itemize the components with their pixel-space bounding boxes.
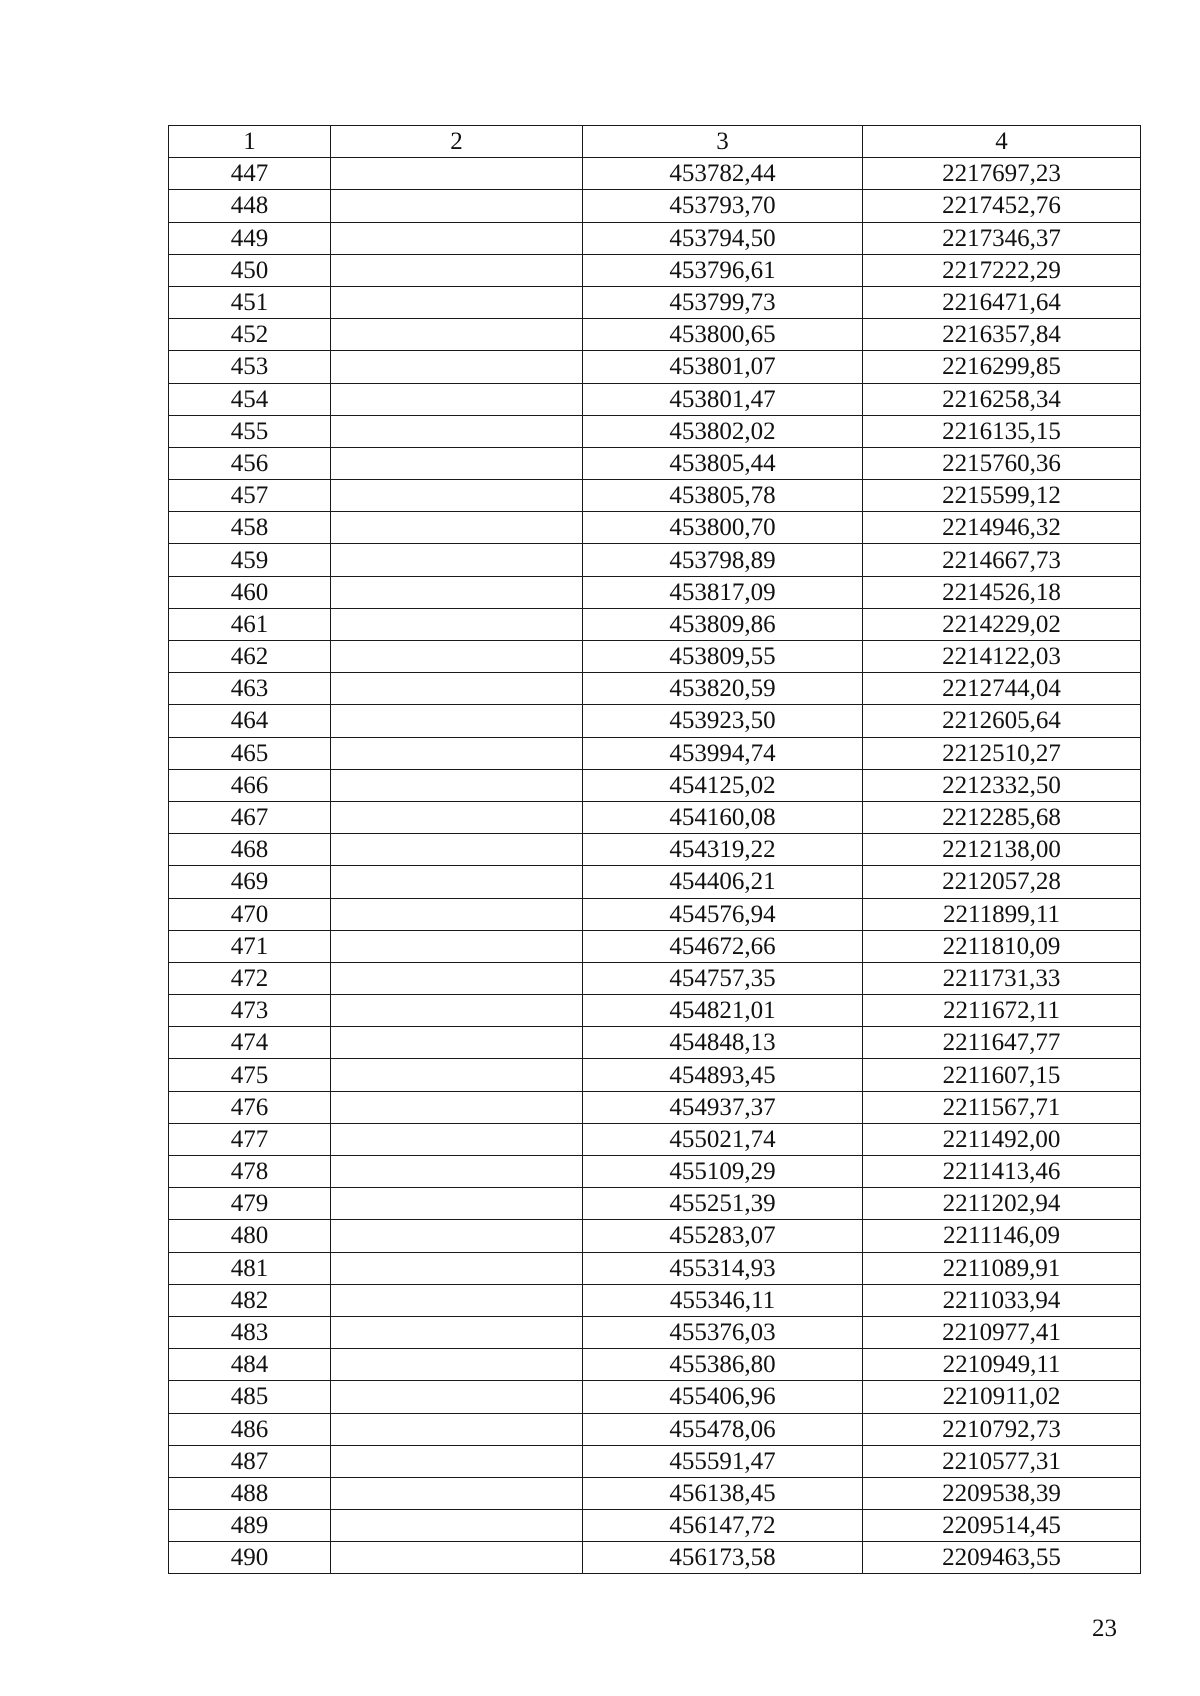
coordinates-table <box>168 125 1141 1574</box>
table-row <box>169 898 1141 930</box>
table-row <box>169 930 1141 962</box>
table-cell-col-3: 453801,07 <box>583 351 863 383</box>
table-cell-col-4: 2215760,36 <box>863 447 1141 479</box>
table-cell-col-1: 482 <box>169 1284 331 1316</box>
table-cell-col-1: 462 <box>169 641 331 673</box>
table-cell-col-3: 454125,02 <box>583 769 863 801</box>
table-row <box>169 769 1141 801</box>
table-cell-col-3: 454937,37 <box>583 1091 863 1123</box>
table-cell-col-2 <box>331 158 583 190</box>
table-cell-col-2 <box>331 480 583 512</box>
table-row <box>169 1542 1141 1574</box>
table-cell-col-4: 2215599,12 <box>863 480 1141 512</box>
table-cell-col-4: 2211731,33 <box>863 962 1141 994</box>
table-cell-col-2 <box>331 1220 583 1252</box>
table-row <box>169 576 1141 608</box>
table-row <box>169 1156 1141 1188</box>
table-cell-col-1: 465 <box>169 737 331 769</box>
table-cell-col-3: 454406,21 <box>583 866 863 898</box>
table-cell-col-3: 453809,86 <box>583 608 863 640</box>
table-cell-col-4: 2216299,85 <box>863 351 1141 383</box>
table-cell-col-4: 2212285,68 <box>863 801 1141 833</box>
table-cell-col-1: 463 <box>169 673 331 705</box>
table-cell-col-4: 2211647,77 <box>863 1027 1141 1059</box>
table-cell-col-3: 455109,29 <box>583 1156 863 1188</box>
table-cell-col-3: 453994,74 <box>583 737 863 769</box>
table-cell-col-2 <box>331 1349 583 1381</box>
table-cell-col-2 <box>331 1188 583 1220</box>
table-cell-col-4: 2214667,73 <box>863 544 1141 576</box>
table-cell-col-2 <box>331 737 583 769</box>
table-cell-col-1: 451 <box>169 286 331 318</box>
table-row <box>169 1349 1141 1381</box>
table-cell-col-3: 455251,39 <box>583 1188 863 1220</box>
table-row <box>169 1445 1141 1477</box>
table-row <box>169 1059 1141 1091</box>
table-cell-col-3: 453800,70 <box>583 512 863 544</box>
table-row <box>169 158 1141 190</box>
table-cell-col-3: 453923,50 <box>583 705 863 737</box>
table-row <box>169 1477 1141 1509</box>
table-cell-col-2 <box>331 769 583 801</box>
table-cell-col-3: 453801,47 <box>583 383 863 415</box>
table-cell-col-3: 453805,44 <box>583 447 863 479</box>
table-cell-col-4: 2209514,45 <box>863 1510 1141 1542</box>
table-cell-col-2 <box>331 834 583 866</box>
table-cell-col-4: 2210792,73 <box>863 1413 1141 1445</box>
table-cell-col-3: 455591,47 <box>583 1445 863 1477</box>
table-cell-col-3: 453805,78 <box>583 480 863 512</box>
table-cell-col-1: 464 <box>169 705 331 737</box>
table-cell-col-1: 461 <box>169 608 331 640</box>
table-row <box>169 1123 1141 1155</box>
table-row <box>169 1091 1141 1123</box>
table-row <box>169 447 1141 479</box>
table-cell-col-1: 478 <box>169 1156 331 1188</box>
table-cell-col-4: 2212605,64 <box>863 705 1141 737</box>
table-cell-col-2 <box>331 1252 583 1284</box>
table-cell-col-2 <box>331 1445 583 1477</box>
table-cell-col-1: 481 <box>169 1252 331 1284</box>
table-cell-col-3: 455478,06 <box>583 1413 863 1445</box>
table-cell-col-4: 2211607,15 <box>863 1059 1141 1091</box>
table-cell-col-4: 2211567,71 <box>863 1091 1141 1123</box>
table-cell-col-2 <box>331 1316 583 1348</box>
table-cell-col-2 <box>331 351 583 383</box>
table-cell-col-4: 2212057,28 <box>863 866 1141 898</box>
table-row <box>169 801 1141 833</box>
header-row <box>169 126 1141 158</box>
table-cell-col-4: 2216357,84 <box>863 319 1141 351</box>
table-cell-col-2 <box>331 383 583 415</box>
table-cell-col-2 <box>331 1027 583 1059</box>
table-row <box>169 1510 1141 1542</box>
table-cell-col-2 <box>331 1542 583 1574</box>
table-cell-col-4: 2211810,09 <box>863 930 1141 962</box>
table-row <box>169 995 1141 1027</box>
table-cell-col-1: 474 <box>169 1027 331 1059</box>
table-cell-col-2 <box>331 1156 583 1188</box>
table-row <box>169 351 1141 383</box>
table-cell-col-4: 2216471,64 <box>863 286 1141 318</box>
table-cell-col-1: 484 <box>169 1349 331 1381</box>
table-cell-col-2 <box>331 673 583 705</box>
table-cell-col-1: 487 <box>169 1445 331 1477</box>
table-cell-col-3: 453817,09 <box>583 576 863 608</box>
table-row <box>169 190 1141 222</box>
table-cell-col-3: 453809,55 <box>583 641 863 673</box>
table-cell-col-3: 453794,50 <box>583 222 863 254</box>
table-row <box>169 737 1141 769</box>
table-cell-col-3: 455376,03 <box>583 1316 863 1348</box>
table-cell-col-3: 454757,35 <box>583 962 863 994</box>
table-cell-col-1: 454 <box>169 383 331 415</box>
table-row <box>169 512 1141 544</box>
table-row <box>169 1316 1141 1348</box>
table-cell-col-3: 453799,73 <box>583 286 863 318</box>
table-cell-col-2 <box>331 641 583 673</box>
table-row <box>169 1027 1141 1059</box>
table-cell-col-1: 489 <box>169 1510 331 1542</box>
table-cell-col-1: 456 <box>169 447 331 479</box>
table-cell-col-4: 2211492,00 <box>863 1123 1141 1155</box>
table-cell-col-2 <box>331 1123 583 1155</box>
table-cell-col-1: 473 <box>169 995 331 1027</box>
table-cell-col-2 <box>331 319 583 351</box>
table-cell-col-3: 456147,72 <box>583 1510 863 1542</box>
page-number: 23 <box>1092 1615 1117 1642</box>
table-cell-col-4: 2216258,34 <box>863 383 1141 415</box>
table-cell-col-4: 2214526,18 <box>863 576 1141 608</box>
table-cell-col-3: 453793,70 <box>583 190 863 222</box>
table-cell-col-3: 455314,93 <box>583 1252 863 1284</box>
table-row <box>169 319 1141 351</box>
table-cell-col-2 <box>331 1510 583 1542</box>
table-cell-col-2 <box>331 222 583 254</box>
table-cell-col-2 <box>331 544 583 576</box>
table-header <box>169 126 1141 158</box>
table-cell-col-4: 2211672,11 <box>863 995 1141 1027</box>
header-cell-1: 1 <box>169 126 331 158</box>
table-row <box>169 705 1141 737</box>
table-cell-col-3: 453796,61 <box>583 254 863 286</box>
table-cell-col-2 <box>331 447 583 479</box>
table-cell-col-1: 459 <box>169 544 331 576</box>
table-row <box>169 222 1141 254</box>
table-cell-col-2 <box>331 512 583 544</box>
table-cell-col-3: 453820,59 <box>583 673 863 705</box>
table-cell-col-4: 2209463,55 <box>863 1542 1141 1574</box>
header-cell-3: 3 <box>583 126 863 158</box>
table-cell-col-4: 2212332,50 <box>863 769 1141 801</box>
table-cell-col-2 <box>331 801 583 833</box>
table-cell-col-3: 453782,44 <box>583 158 863 190</box>
table-row <box>169 1220 1141 1252</box>
table-cell-col-4: 2214229,02 <box>863 608 1141 640</box>
table-cell-col-1: 468 <box>169 834 331 866</box>
table-row <box>169 1284 1141 1316</box>
table-cell-col-2 <box>331 286 583 318</box>
table-cell-col-1: 477 <box>169 1123 331 1155</box>
table-cell-col-1: 485 <box>169 1381 331 1413</box>
table-row <box>169 866 1141 898</box>
table-cell-col-4: 2210949,11 <box>863 1349 1141 1381</box>
table-cell-col-4: 2211089,91 <box>863 1252 1141 1284</box>
table-row <box>169 834 1141 866</box>
table-cell-col-4: 2209538,39 <box>863 1477 1141 1509</box>
table-row <box>169 1188 1141 1220</box>
table-cell-col-2 <box>331 866 583 898</box>
table-cell-col-2 <box>331 1284 583 1316</box>
table-cell-col-1: 447 <box>169 158 331 190</box>
table-cell-col-4: 2210911,02 <box>863 1381 1141 1413</box>
table-cell-col-3: 453800,65 <box>583 319 863 351</box>
table-row <box>169 962 1141 994</box>
table-row <box>169 608 1141 640</box>
header-cell-4: 4 <box>863 126 1141 158</box>
table-cell-col-1: 458 <box>169 512 331 544</box>
table-cell-col-1: 490 <box>169 1542 331 1574</box>
header-cell-2: 2 <box>331 126 583 158</box>
table-cell-col-1: 450 <box>169 254 331 286</box>
table-cell-col-3: 455021,74 <box>583 1123 863 1155</box>
table-cell-col-3: 456138,45 <box>583 1477 863 1509</box>
table-row <box>169 673 1141 705</box>
table-cell-col-1: 453 <box>169 351 331 383</box>
table-cell-col-4: 2211033,94 <box>863 1284 1141 1316</box>
table-cell-col-1: 476 <box>169 1091 331 1123</box>
table-cell-col-2 <box>331 415 583 447</box>
table-cell-col-2 <box>331 995 583 1027</box>
table-cell-col-3: 455386,80 <box>583 1349 863 1381</box>
table-cell-col-3: 454893,45 <box>583 1059 863 1091</box>
table-cell-col-1: 470 <box>169 898 331 930</box>
table-cell-col-1: 466 <box>169 769 331 801</box>
table-cell-col-4: 2214946,32 <box>863 512 1141 544</box>
table-cell-col-2 <box>331 930 583 962</box>
table-row <box>169 286 1141 318</box>
table-cell-col-4: 2212138,00 <box>863 834 1141 866</box>
table-cell-col-4: 2217346,37 <box>863 222 1141 254</box>
table-cell-col-1: 475 <box>169 1059 331 1091</box>
table-cell-col-3: 454319,22 <box>583 834 863 866</box>
table-cell-col-4: 2217222,29 <box>863 254 1141 286</box>
table-cell-col-1: 471 <box>169 930 331 962</box>
table-cell-col-2 <box>331 254 583 286</box>
table-cell-col-1: 449 <box>169 222 331 254</box>
table-row <box>169 641 1141 673</box>
table-cell-col-1: 455 <box>169 415 331 447</box>
table-cell-col-4: 2211202,94 <box>863 1188 1141 1220</box>
table-cell-col-3: 454576,94 <box>583 898 863 930</box>
table-row <box>169 1413 1141 1445</box>
table-cell-col-2 <box>331 705 583 737</box>
table-cell-col-3: 455346,11 <box>583 1284 863 1316</box>
table-cell-col-3: 454821,01 <box>583 995 863 1027</box>
table-cell-col-1: 472 <box>169 962 331 994</box>
table-cell-col-2 <box>331 1381 583 1413</box>
table-row <box>169 1381 1141 1413</box>
table-row <box>169 415 1141 447</box>
table-cell-col-2 <box>331 898 583 930</box>
table-cell-col-4: 2210977,41 <box>863 1316 1141 1348</box>
table-cell-col-4: 2210577,31 <box>863 1445 1141 1477</box>
table-cell-col-3: 456173,58 <box>583 1542 863 1574</box>
table-cell-col-1: 479 <box>169 1188 331 1220</box>
table-cell-col-1: 467 <box>169 801 331 833</box>
table-cell-col-1: 460 <box>169 576 331 608</box>
table-body <box>169 158 1141 1574</box>
table-cell-col-4: 2217697,23 <box>863 158 1141 190</box>
table-row <box>169 1252 1141 1284</box>
table-cell-col-1: 457 <box>169 480 331 512</box>
table-cell-col-1: 452 <box>169 319 331 351</box>
table-cell-col-2 <box>331 1413 583 1445</box>
table-cell-col-3: 453798,89 <box>583 544 863 576</box>
table-cell-col-4: 2212744,04 <box>863 673 1141 705</box>
table-cell-col-2 <box>331 608 583 640</box>
table-cell-col-4: 2211146,09 <box>863 1220 1141 1252</box>
table-cell-col-2 <box>331 1059 583 1091</box>
table-cell-col-4: 2214122,03 <box>863 641 1141 673</box>
table-cell-col-4: 2211413,46 <box>863 1156 1141 1188</box>
table-cell-col-1: 448 <box>169 190 331 222</box>
table-cell-col-4: 2212510,27 <box>863 737 1141 769</box>
table-cell-col-3: 454160,08 <box>583 801 863 833</box>
table-cell-col-2 <box>331 190 583 222</box>
table-cell-col-4: 2216135,15 <box>863 415 1141 447</box>
table-cell-col-3: 454848,13 <box>583 1027 863 1059</box>
table-cell-col-1: 480 <box>169 1220 331 1252</box>
table-cell-col-2 <box>331 962 583 994</box>
table-cell-col-2 <box>331 576 583 608</box>
table-cell-col-3: 454672,66 <box>583 930 863 962</box>
table-cell-col-4: 2211899,11 <box>863 898 1141 930</box>
table-row <box>169 480 1141 512</box>
table-cell-col-1: 488 <box>169 1477 331 1509</box>
table-cell-col-1: 486 <box>169 1413 331 1445</box>
table-cell-col-3: 455406,96 <box>583 1381 863 1413</box>
table-cell-col-2 <box>331 1477 583 1509</box>
table-cell-col-3: 455283,07 <box>583 1220 863 1252</box>
table-cell-col-1: 469 <box>169 866 331 898</box>
table-row <box>169 544 1141 576</box>
table-cell-col-3: 453802,02 <box>583 415 863 447</box>
table-cell-col-4: 2217452,76 <box>863 190 1141 222</box>
table-cell-col-2 <box>331 1091 583 1123</box>
table-row <box>169 383 1141 415</box>
table-row <box>169 254 1141 286</box>
table-cell-col-1: 483 <box>169 1316 331 1348</box>
